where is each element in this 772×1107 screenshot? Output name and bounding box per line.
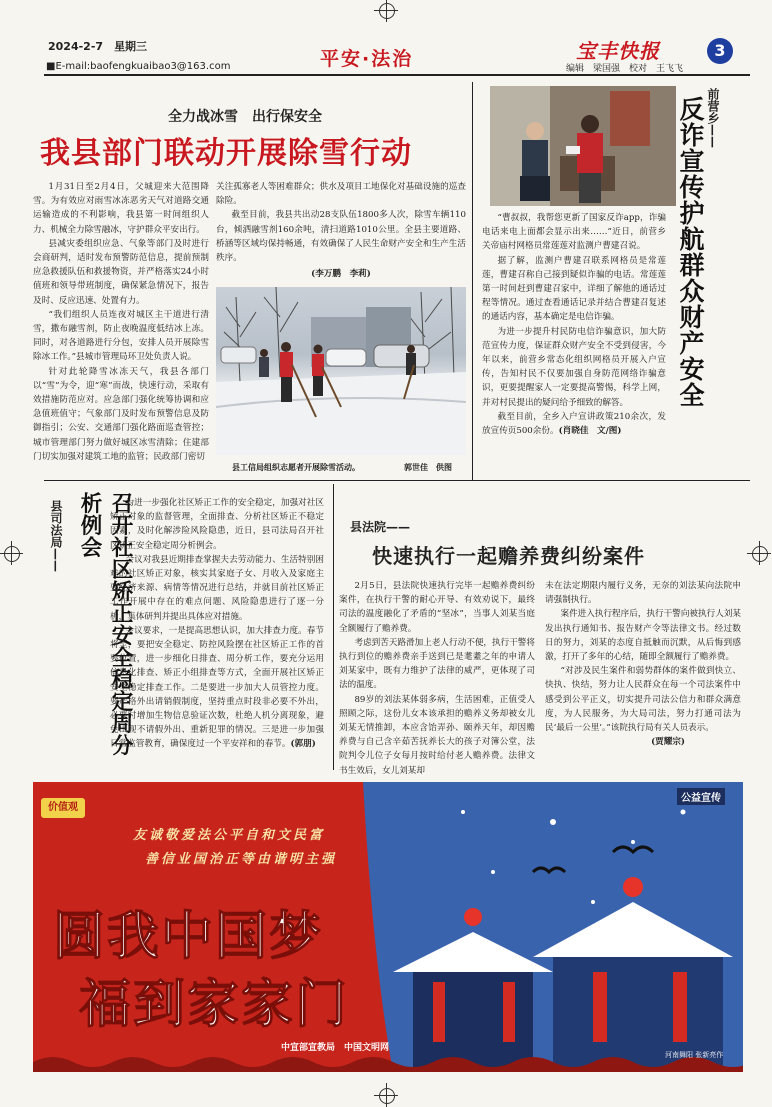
article2-paragraph: “曹叔叔，我帮您更新了国家反诈app，诈骗电话来电上面都会显示出来……”近日，前营乡关帝庙村网格员常莲莲对监测户曹建召说。 [482, 213, 666, 252]
article2-headline: 反诈宣传护航群众财产安全 [676, 96, 705, 408]
article4-side-label: 县法院—— [350, 520, 411, 534]
section-rule [44, 480, 750, 481]
article1-photo-caption: 县工信局组织志愿者开展除雪活动。 [232, 462, 360, 472]
article3-body [110, 496, 324, 752]
article2-paragraph: 截至目前，全乡入户宣讲政策210余次，发放宣传页500余份。(肖晓佳 文/图) [482, 411, 666, 437]
article1-paragraph: 关注孤寡老人等困难群众；供水及项目工地保化对基础设施的巡查除险。 [216, 182, 466, 207]
article4-column-2 [545, 579, 741, 747]
article4-paragraph: 2月5日，县法院快速执行完毕一起赡养费纠纷案件，在执行干警的耐心开导、有效劝说下，最终司法的温度融化了矛盾的“坚冰”，当事人刘某当庭全额履行了赡养费。 [339, 581, 535, 634]
article3-byline: (郭朋) [290, 739, 316, 750]
home-visit-illustration [490, 86, 676, 206]
article1-paragraph: “我们组织人员连夜对城区主干道进行清雪，撒布融雪剂，防止夜晚温度低结冰上冻。同时，对各道路进行分包，安排人员开展除雪除冰工作。”县城市管理局环卫处负责人说。 [33, 309, 209, 363]
article2-side-label: 前营乡—— [706, 88, 720, 148]
article3-paragraph: 为进一步强化社区矫正工作的安全稳定，加强对社区矫正对象的监督管理，全面排查、分析社区矫正不稳定因素，及时化解涉险风险隐患，近日，县司法局召开社区矫正安全稳定周分析例会。 [110, 498, 324, 551]
article1-column-1 [33, 180, 209, 464]
article3-side-label: 县司法局—— [49, 500, 63, 572]
article3-paragraph: 会议要求，一是提高思想认识，加大排查力度。春节将至，要把安全稳定、防控风险摆在社区矫正工作的首要位置，进一步细化日排查、周分析工作，要充分运用信息化排查、矫正小组排查等方式，全面开展社区矫正安全稳定排查工作。二是要进一步加大人员管控力度。要严格外出请销假制度，坚持重点时段非必要不外出，必要时增加生物信息验证次数，杜绝人机分离现象，避免出现不请假外出、重新犯罪的情况。三是进一步加强日常监管教育，确保度过一个平安祥和的春节。(郭朋) [110, 625, 324, 750]
registration-mark-right [752, 546, 768, 562]
snow-removal-photo [216, 287, 466, 455]
article1-paragraph: 截至目前，我县共出动28支队伍1800多人次，除雪车辆110台，倾洒融雪剂160余吨，清扫道路1010公里。全县主要道路、桥涵等区域均保持畅通，有效确保了人民生命财产安全和生产生活秩序。 [216, 210, 466, 264]
ad-public-service-tag: 公益宣传 [677, 788, 725, 805]
public-service-ad [33, 782, 743, 1072]
ad-sponsors: 中宣部宣教局 中国文明网 [281, 1043, 390, 1053]
contact-email: ■E-mail:baofengkuaibao3@163.com [46, 61, 231, 72]
issue-date: 2024-2-7 星期三 [48, 40, 148, 53]
ad-values-line-1: 友诚敬爱法公平自和文民富 [133, 828, 326, 843]
registration-mark-bottom [379, 1088, 395, 1104]
editor-credits: 编辑 梁国强 校对 王飞飞 [566, 64, 684, 74]
article1-photo-credit: 郭世佳 供图 [404, 462, 452, 472]
ad-slogan-line-2: 福到家家门 [79, 975, 350, 1035]
registration-mark-left [4, 546, 20, 562]
anti-fraud-photo [490, 86, 676, 206]
snow-scene-illustration [216, 287, 466, 455]
article1-headline: 我县部门联动开展除雪行动 [40, 136, 412, 171]
column-divider [472, 82, 473, 480]
article1-paragraph: 县减灾委组织应急、气象等部门及时进行会商研判，适时发布预警防范信息，提前预制应急救援队伍和救援物资，并严格落实24小时值班和领导带班制度，确保紧急情况下，报告及时、反应迅速、处置有力。 [33, 238, 209, 306]
article4-paragraph: 89岁的刘法某体弱多病，生活困难，正值受人照顾之际，这份儿女本该承担的赡养义务却被女儿刘某无情推卸，本应含饴弄孙、颐养天年，却因赡养费与自己含辛茹苦抚养长大的孩子对簿公堂，法院判令儿位子女每月按时给付老人赡养费。法律文书生效后，女儿刘某却 [339, 694, 535, 776]
article1-paragraph: 1月31日至2月4日，父城迎来大范围降雪。为有效应对雨雪冰冻恶劣天气对道路交通运输造成的不利影响，我县第一时间组织人力、机械全力除雪融冰，守护群众平安出行。 [33, 182, 209, 235]
article4-paragraph: 考虑到苦天路滑加上老人行动不便，执行干警将执行到位的赡养费亲手送到已是耄耋之年的申请人刘某家中，既有力维护了法律的威严，更体现了司法的温度。 [339, 637, 535, 691]
article1-column-2 [216, 180, 466, 279]
article4-paragraph: 未在法定期限内履行义务，无奈的刘法某向法院申请强制执行。 [545, 581, 741, 606]
masthead-rule [44, 74, 750, 76]
article2-body [482, 211, 666, 438]
article3-headline: 召开社区矫正安全稳定周分析例会 [77, 492, 133, 756]
article2-paragraph: 为进一步提升村民防电信诈骗意识，加大防范宣传力度，保证群众财产安全不受到侵害，今年以来，前营乡常态化组织网格员开展入户宣传，告知村民不仅要加强自身防范网络诈骗意识，更要提醒家人一定要提高警惕，科学上网，并对村民提出的疑问给予细致的解答。 [482, 326, 666, 408]
registration-mark-top [379, 3, 395, 19]
column-divider [333, 484, 334, 770]
article2-byline: (肖晓佳 文/图) [558, 426, 622, 437]
article1-kicker: 全力战冰雪 出行保安全 [168, 109, 322, 125]
article4-paragraph: “对涉及民生案件和弱势群体的案件做到快立、快执、快结，努力让人民群众在每一个司法案件中感受到公平正义，切实提升司法公信力和群众满意度，为人民服务，为大局司法，努力打通司法为民‘最后一公里’。”该院执行局有关人员表示。 [545, 666, 741, 734]
ad-values-line-2: 善信业国治正等由谐明主强 [145, 852, 338, 867]
newspaper-logo: 宝丰快报 [576, 39, 660, 63]
article3-paragraph: 会议对我县近期排查掌握夫去劳动能力、生活特别困难的社区矫正对象，核实其家庭子女、月收入及家庭主要经济来源、病情等情况进行总结，并就目前社区矫正工作开展中存在的难点问题、风险隐患进行了逐一分析，集体研判并提出具体应对措施。 [110, 554, 324, 622]
article1-photo-caption-row [232, 462, 466, 473]
ad-artist-credit: 河南舞阳 张新亮作 [665, 1051, 724, 1059]
page-number-badge: 3 [707, 38, 733, 64]
article4-headline: 快速执行一起赡养费纠纷案件 [372, 544, 645, 568]
article4-paragraph: 案件进入执行程序后，执行干警向被执行人刘某发出执行通知书、报告财产令等法律文书。经过数日的努力，刘某的态度自抵触而沉默，从后悔到感激，打开了多年的心结，随即全额履行了赡养费。 [545, 609, 741, 663]
article1-byline: (李万鹏 李莉) [311, 269, 371, 280]
ad-values-badge: 价值观 [41, 798, 85, 818]
article1-paragraph: 针对此轮降雪冰冻天气，我县各部门以“雪”为令，迎“寒”而战，快速行动，采取有效措施防范应对。应急部门强化统筹协调和应急值班值守；气象部门及时发布预警信息及防御指引；公安、交通部门强化路面巡查管控；城市管理部门努力做好城区冰雪清除；住建部门切实加强对建筑工地的监管；民政部门密切 [33, 366, 209, 462]
article4-column-1 [339, 579, 535, 778]
article2-paragraph: 据了解，监测户曹建召联系网格员是常莲莲，曹建召称自己接到疑似诈骗的电话。常莲莲第一时间赶到曹建召家中，详细了解他的通话过程等情况。通过查看通话记录并结合曹建召复述的通话内容，基本确定是电信诈骗。 [482, 255, 666, 323]
article4-byline: (贾耀宗) [651, 737, 685, 748]
section-title: 平安·法治 [320, 48, 414, 70]
ad-slogan-line-1: 圆我中国梦 [53, 907, 324, 967]
